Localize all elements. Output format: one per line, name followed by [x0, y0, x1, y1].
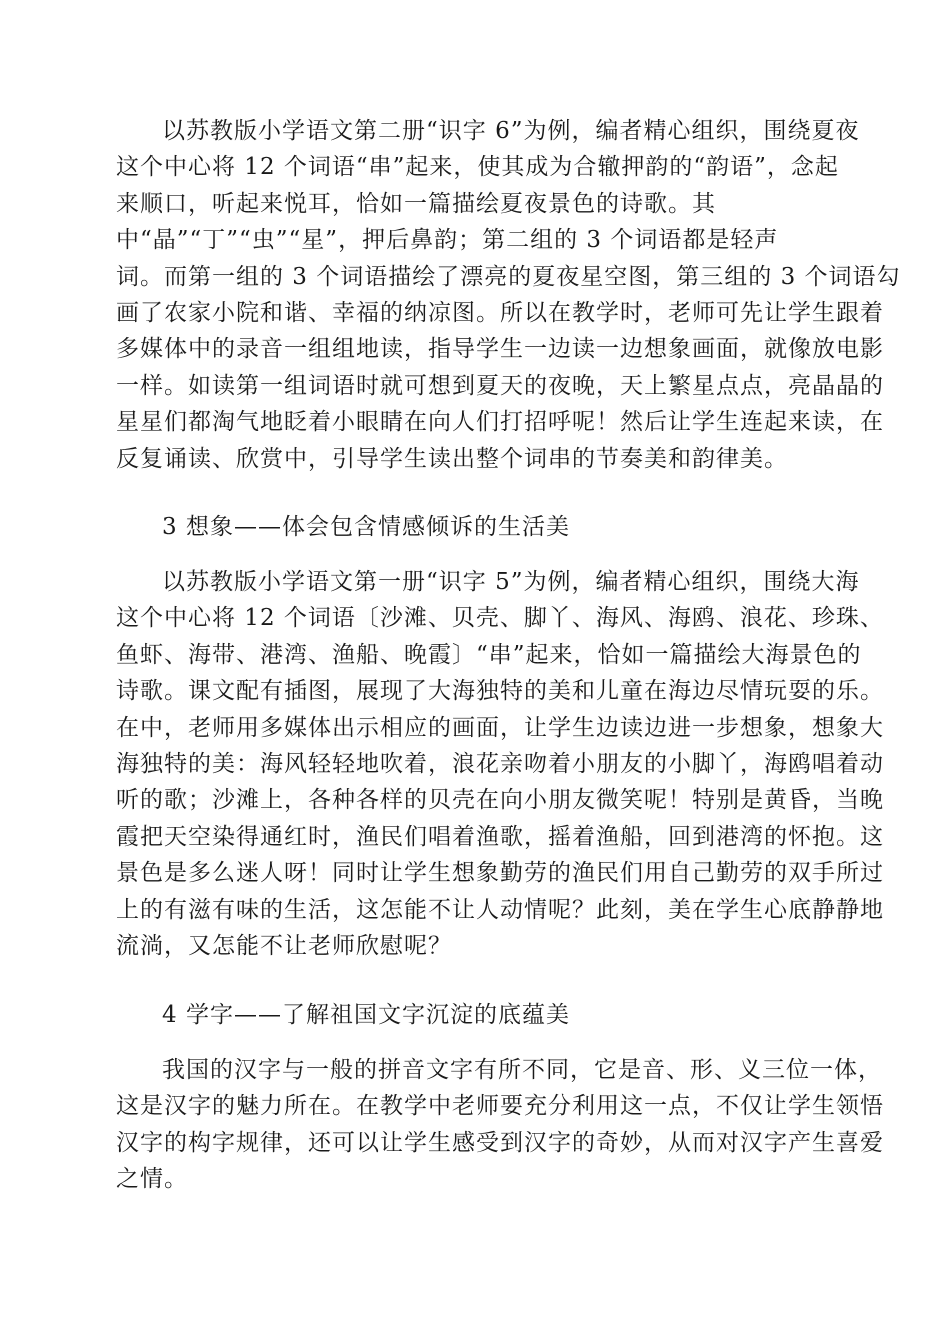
paragraph-2-line-7: 听的歌；沙滩上，各种各样的贝壳在向小朋友微笑呢！特别是黄昏，当晚 [116, 787, 884, 813]
paragraph-2-line-11: 流淌，又怎能不让老师欣慰呢？ [116, 933, 452, 959]
paragraph-3-line-3: 汉字的构字规律，还可以让学生感受到汉字的奇妙，从而对汉字产生喜爱 [116, 1130, 884, 1156]
paragraph-1-line-8: 一样。如读第一组词语时就可想到夏天的夜晚，天上繁星点点，亮晶晶的 [116, 373, 884, 399]
paragraph-2-line-5: 在中，老师用多媒体出示相应的画面，让学生边读边进一步想象，想象大 [116, 715, 884, 741]
paragraph-1-line-5: 词。而第一组的 3 个词语描绘了漂亮的夏夜星空图，第三组的 3 个词语勾 [116, 264, 901, 290]
paragraph-2-line-9: 景色是多么迷人呀！同时让学生想象勤劳的渔民们用自己勤劳的双手所过 [116, 860, 884, 886]
paragraph-1-line-1: 以苏教版小学语文第二册“识字 6”为例，编者精心组织，围绕夏夜 [162, 118, 860, 144]
paragraph-2-line-8: 霞把天空染得通红时，渔民们唱着渔歌，摇着渔船，回到港湾的怀抱。这 [116, 824, 884, 850]
paragraph-3-line-4: 之情。 [116, 1166, 188, 1192]
paragraph-1-line-10: 反复诵读、欣赏中，引导学生读出整个词串的节奏美和韵律美。 [116, 446, 788, 472]
paragraph-1-line-3: 来顺口，听起来悦耳，恰如一篇描绘夏夜景色的诗歌。其 [116, 191, 716, 217]
paragraph-3-line-2: 这是汉字的魅力所在。在教学中老师要充分利用这一点，不仅让学生领悟 [116, 1093, 884, 1119]
paragraph-1-line-4: 中“晶”“丁”“虫”“星”，押后鼻韵；第二组的 3 个词语都是轻声 [116, 227, 779, 253]
paragraph-3-line-1: 我国的汉字与一般的拼音文字有所不同，它是音、形、义三位一体， [162, 1057, 882, 1083]
paragraph-2-line-6: 海独特的美：海风轻轻地吹着，浪花亲吻着小朋友的小脚丫，海鸥唱着动 [116, 751, 884, 777]
paragraph-1-line-2: 这个中心将 12 个词语“串”起来，使其成为合辙押韵的“韵语”，念起 [116, 154, 839, 180]
paragraph-2-line-1: 以苏教版小学语文第一册“识字 5”为例，编者精心组织，围绕大海 [162, 569, 860, 595]
paragraph-1-line-7: 多媒体中的录音一组组地读，指导学生一边读一边想象画面，就像放电影 [116, 336, 884, 362]
paragraph-2-line-10: 上的有滋有味的生活，这怎能不让人动情呢？此刻，美在学生心底静静地 [116, 897, 884, 923]
paragraph-1-line-6: 画了农家小院和谐、幸福的纳凉图。所以在教学时，老师可先让学生跟着 [116, 300, 884, 326]
section-heading-3: 3 想象——体会包含情感倾诉的生活美 [162, 514, 570, 540]
paragraph-2-line-2: 这个中心将 12 个词语〔沙滩、贝壳、脚丫、海风、海鸥、浪花、珍珠、 [116, 605, 884, 631]
paragraph-2-line-3: 鱼虾、海带、港湾、渔船、晚霞〕“串”起来，恰如一篇描绘大海景色的 [116, 642, 862, 668]
paragraph-1-line-9: 星星们都淘气地眨着小眼睛在向人们打招呼呢！然后让学生连起来读，在 [116, 409, 884, 435]
paragraph-2-line-4: 诗歌。课文配有插图，展现了大海独特的美和儿童在海边尽情玩耍的乐。 [116, 678, 884, 704]
section-heading-4: 4 学字——了解祖国文字沉淀的底蕴美 [162, 1002, 570, 1028]
